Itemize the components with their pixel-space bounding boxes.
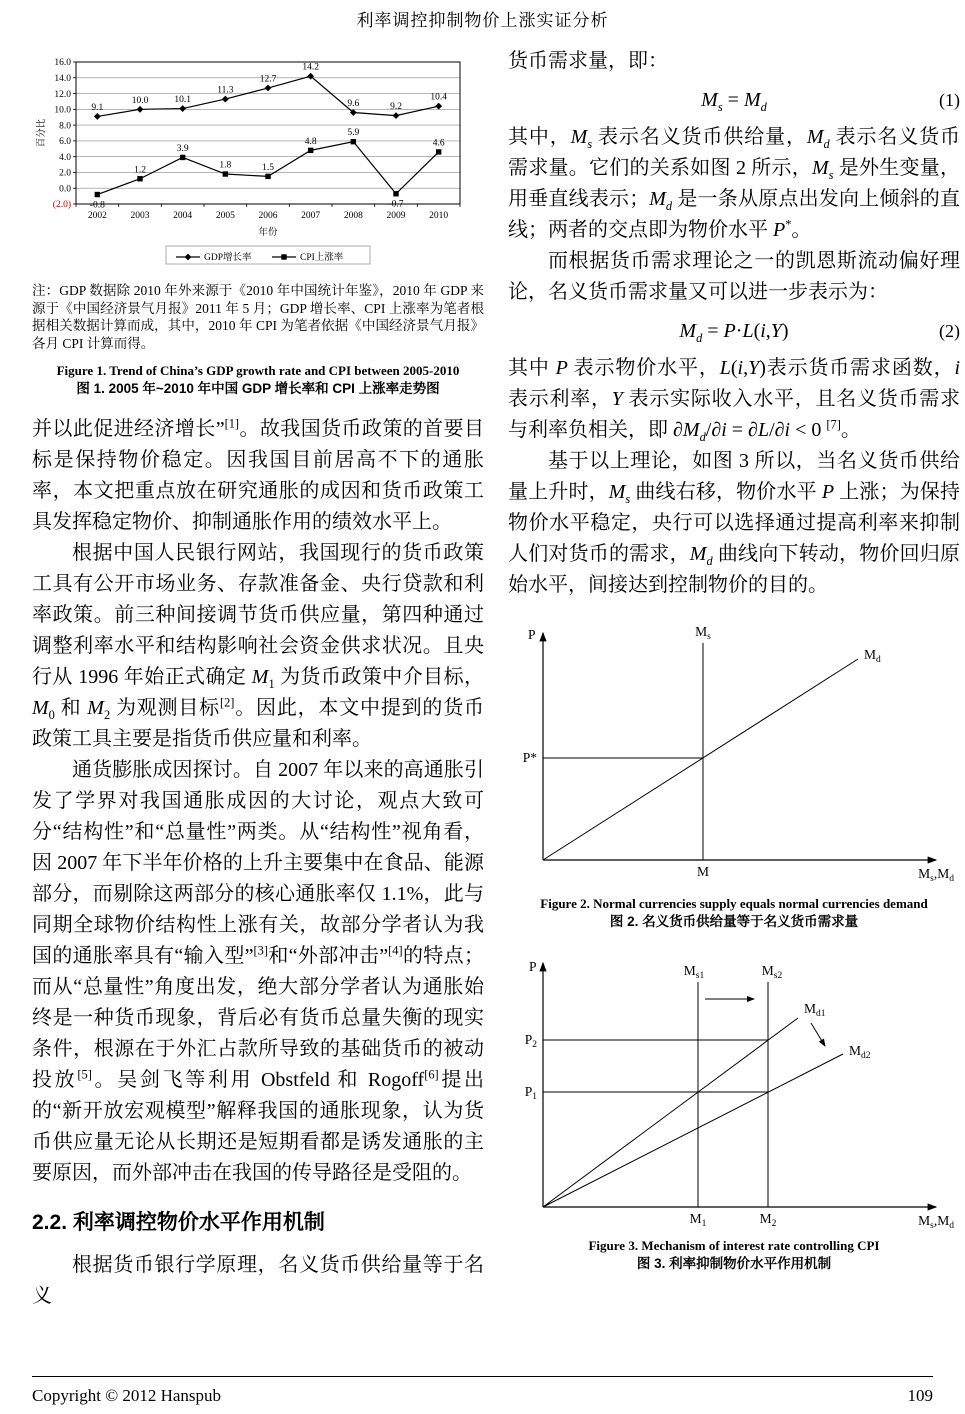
text-segment: ) (781, 320, 789, 342)
paragraph (32, 414, 484, 538)
text-segment: M (679, 320, 697, 342)
formula-2 (508, 320, 960, 343)
text-segment: i (784, 419, 791, 441)
data-label: 12.7 (259, 74, 277, 85)
md1-label: $M_{d1}$ (804, 1001, 826, 1019)
text-segment: i (737, 357, 744, 379)
md1-demand-line (543, 1018, 798, 1207)
data-label: 4.6 (432, 138, 445, 149)
text-segment: 。 (791, 219, 812, 241)
y-tick-label: (2.0) (52, 200, 71, 211)
x-tick-label: 2008 (343, 211, 363, 221)
text-segment: M (682, 419, 700, 441)
p2-label: $P_2$ (524, 1032, 537, 1050)
md-label: $M_d$ (864, 647, 881, 665)
page-header-title: 利率调控抑制物价上涨实证分析 (356, 11, 609, 30)
text-segment: = (702, 320, 724, 342)
data-label: 11.3 (217, 85, 234, 96)
y-axis-title: 百分比 (37, 118, 47, 148)
text-segment: Y (770, 320, 782, 342)
text-segment: = ∂ (726, 419, 758, 441)
text-segment: 是外生变量，用垂直线表示； (508, 157, 960, 210)
text-segment: 表示物价水平， (567, 357, 720, 379)
square-marker (223, 171, 228, 176)
data-label: 14.2 (302, 62, 319, 73)
square-marker (95, 192, 100, 197)
diamond-marker (265, 85, 272, 92)
data-label: 4.8 (304, 136, 317, 147)
figure2-caption-en: Figure 2. Normal currencies supply equals normal currencies demand (540, 896, 928, 911)
square-marker (393, 191, 398, 196)
text-segment: [5] (77, 1067, 92, 1082)
text-segment: 曲线右移，物价水平 (630, 481, 822, 503)
ms1-label: $M_{s1}$ (683, 963, 705, 981)
text-segment: s (717, 100, 723, 114)
text-segment: 表示名义货币供给量， (592, 126, 807, 148)
y-tick-label: 12.0 (54, 89, 71, 100)
formula-2-body (552, 320, 916, 343)
text-segment: 1 (268, 677, 275, 691)
square-marker (351, 139, 356, 144)
section-heading-2-2: 2.2. 利率调控物价水平作用机制 (32, 1211, 325, 1234)
diamond-marker (222, 96, 229, 103)
figure1-caption-zh: 图 1. 2005 年~2010 年中国 GDP 增长率和 CPI 上涨率走势图 (76, 381, 440, 396)
text-segment: /∂ (769, 419, 785, 441)
text-segment: 为货币政策中介目标， (274, 666, 485, 688)
page-footer (32, 1376, 933, 1406)
data-label: 1.5 (262, 162, 274, 173)
md2-label: $M_{d2}$ (849, 1043, 871, 1061)
text-segment: d (823, 137, 830, 151)
text-segment: d (699, 430, 706, 444)
data-label: 9.1 (91, 102, 104, 113)
text-segment: s (828, 168, 834, 182)
figure1-note: 注：GDP 数据除 2010 年外来源于《2010 年中国统计年鉴》，2010 年 GDP 来源于《中国经济景气月报》2011 年 5 月；GDP 增长率、CPI 上涨率为笔者根据相关数据计算而成，其中，2010 年 CPI 为笔者依据《中国经济景气月报》各月 CPI 计算而得。 (32, 283, 484, 351)
formula-1 (508, 89, 960, 112)
text-segment: [2] (219, 695, 235, 710)
data-label: 10.4 (430, 92, 447, 103)
text-segment: 基于以上理论，如图 3 所以，当名义货币供给量上升时， (508, 450, 960, 503)
legend-label: GDP增长率 (204, 253, 252, 264)
text-segment: d (665, 199, 673, 213)
x-tick-label: 2009 (386, 211, 406, 221)
y-tick-label: 6.0 (59, 137, 71, 148)
text-segment: d (706, 554, 713, 568)
text-segment: 。吴剑飞等利用 Obstfeld 和 Rogoff (91, 1069, 425, 1091)
text-segment: 货币需求量，即： (508, 50, 668, 72)
y-tick-label: 8.0 (59, 121, 71, 132)
x-tick-label: 2007 (301, 211, 321, 221)
text-segment: 和“外部冲击” (268, 945, 389, 967)
legend-square-marker (281, 254, 286, 259)
diamond-marker (179, 105, 186, 112)
data-label: 10.1 (174, 95, 191, 106)
text-segment: * (785, 217, 792, 232)
text-segment: M (701, 89, 718, 111)
figure1-chart (32, 52, 484, 274)
square-marker (308, 148, 313, 153)
left-column (32, 52, 484, 1312)
text-segment: M (649, 188, 666, 210)
paragraph (508, 446, 960, 601)
diamond-marker (435, 103, 442, 110)
figure1-caption-en: Figure 1. Trend of China’s GDP growth rate and CPI between 2005-2010 (56, 363, 460, 378)
x-axis-label: $M_s,M_d$ (918, 866, 954, 884)
text-segment: M (812, 157, 829, 179)
figure1-caption (32, 362, 484, 398)
md-demand-line (543, 659, 858, 860)
text-segment: 表示货币需求函数， (765, 357, 955, 379)
text-segment: P (821, 481, 835, 503)
text-segment: M (608, 481, 626, 503)
p-axis-label: P (528, 627, 536, 642)
paragraph (32, 1250, 484, 1312)
figure3-caption-zh: 图 3. 利率抑制物价水平作用机制 (636, 1256, 832, 1271)
text-segment: [7] (826, 417, 841, 432)
footer-page-number: 109 (907, 1386, 933, 1405)
text-segment: L (719, 357, 731, 379)
text-segment: M (32, 697, 49, 719)
text-segment: 上涨；为保持物价水平稳定，央行可以选择通过提高利率来抑制人们对货币的需求， (508, 481, 961, 565)
y-tick-label: 2.0 (59, 168, 71, 179)
figure2-caption (508, 895, 960, 931)
y-tick-label: 0.0 (59, 184, 71, 195)
formula-1-number: (1) (939, 90, 960, 110)
text-segment: · (735, 320, 743, 342)
diamond-marker (94, 113, 101, 120)
x-tick-label: 2003 (130, 211, 150, 221)
text-segment: 。因此，本文中提到的货币政策工具主要是指货币供应量和利率。 (32, 697, 485, 750)
x-tick-label: 2004 (173, 211, 193, 221)
square-marker (137, 176, 142, 181)
paragraph (508, 246, 960, 308)
x-tick-label: 2006 (258, 211, 278, 221)
diamond-marker (137, 106, 144, 113)
text-segment: 2 (103, 708, 111, 722)
paragraph (32, 755, 484, 1189)
text-segment: 0 (48, 708, 55, 722)
text-segment: s (587, 137, 593, 151)
text-segment: 其中 (508, 357, 556, 379)
ms-label: $M_s$ (695, 624, 711, 642)
figure2-caption-zh: 图 2. 名义货币供给量等于名义货币需求量 (609, 914, 859, 929)
text-segment: ( (753, 320, 761, 342)
data-label: 1.8 (219, 160, 232, 171)
p1-label: $P_1$ (524, 1084, 537, 1102)
text-segment: ( (730, 357, 738, 379)
text-segment: P (555, 357, 568, 379)
text-segment: 提出的“新开放宏观模型”解释我国的通胀现象，认为货币供应量无论从长期还是短期看都是诱发通胀的主要原因，而外部冲击在我国的传导路径是受阻的。 (32, 1069, 485, 1184)
text-segment: , (765, 320, 771, 342)
text-segment: [4] (388, 943, 403, 958)
text-segment: 曲线向下转动，物价回归原始水平，间接达到控制物价的目的。 (508, 543, 961, 596)
formula-1-body (552, 89, 916, 112)
y-tick-label: 16.0 (54, 58, 71, 69)
text-segment: i (721, 419, 727, 441)
figure3-caption-en: Figure 3. Mechanism of interest rate controlling CPI (588, 1238, 880, 1253)
text-segment: = (722, 89, 744, 111)
y-tick-label: 10.0 (54, 105, 71, 116)
text-segment: 。故我国货币政策的首要目标是保持物价稳定。因我国目前居高不下的通胀率，本文把重点放在研究通胀的成因和货币政策工具发挥稳定物价、抑制通胀作用的绩效水平上。 (32, 418, 484, 533)
text-segment: L (757, 419, 770, 441)
x-tick-label: 2002 (87, 211, 107, 221)
data-label: 1.2 (134, 165, 146, 176)
x-axis-label: $M_s,M_d$ (918, 1213, 954, 1229)
legend-label: CPI上涨率 (300, 253, 344, 264)
text-segment: s (625, 492, 631, 506)
text-segment: Y (611, 388, 623, 410)
y-tick-label: 4.0 (59, 152, 71, 163)
m1-label: $M_1$ (689, 1211, 707, 1229)
text-segment: L (742, 320, 754, 342)
legend-diamond-marker (185, 254, 192, 261)
text-segment: M (251, 666, 269, 688)
text-segment: 表示利率， (508, 388, 612, 410)
data-label: 9.6 (347, 98, 360, 109)
text-segment: 通货膨胀成因探讨。自 2007 年以来的高通胀引发了学界对我国通胀成因的大讨论，观点大致可分“结构性”和“总量性”两类。从“结构性”视角看，因 2007 年下半年价格的上升主要集中在食品、能源部分，而剔除这两部分的核心通胀率仅 1.1%，此与同期全球物价结构性上涨有关，故部分学者认为我国的通胀率具有“输入型” (32, 759, 484, 967)
demand-rotation-arrow (811, 1023, 825, 1046)
text-segment: ) (759, 357, 766, 379)
x-tick-label: 2010 (429, 211, 449, 221)
text-segment: < 0 (790, 419, 827, 441)
m-label: M (696, 864, 710, 879)
diamond-marker (393, 112, 400, 119)
paragraph (32, 538, 484, 755)
text-segment: 而根据货币需求理论之一的凯恩斯流动偏好理论，名义货币需求量又可以进一步表示为： (508, 250, 960, 303)
data-label: 5.9 (347, 128, 360, 139)
right-column (508, 46, 960, 1289)
text-segment: i (954, 357, 961, 379)
text-segment: /∂ (705, 419, 722, 441)
square-marker (265, 174, 270, 179)
text-segment: 。 (840, 419, 861, 441)
formula-2-number: (2) (939, 321, 960, 341)
p-axis-label: P (529, 959, 537, 974)
text-segment: Y (748, 357, 760, 379)
text-segment: [1] (224, 416, 240, 431)
text-segment: 根据中国人民银行网站，我国现行的货币政策工具有公开市场业务、存款准备金、央行贷款和利率政策。前三种间接调节货币供应量，第四种通过调整利率水平和结构影响社会资金供求状况。且央行从 1996 年始正式确定 (32, 542, 484, 688)
data-label: -0.8 (89, 200, 105, 211)
text-segment: i (760, 320, 766, 342)
x-axis-title: 年份 (258, 228, 278, 238)
text-segment: M (743, 89, 761, 111)
figure3-diagram (508, 947, 960, 1229)
text-segment: P (723, 320, 736, 342)
text-segment: 根据货币银行学原理，名义货币供给量等于名义 (32, 1254, 484, 1307)
text-segment: 和 (54, 697, 88, 719)
ms2-label: $M_{s2}$ (761, 963, 783, 981)
text-segment: 表示实际收入水平，且名义货币需求与利率负相关，即 ∂ (508, 388, 961, 441)
text-segment: [6] (424, 1067, 439, 1082)
paragraph (508, 122, 960, 246)
text-segment: 的特点；而从“总量性”角度出发，绝大部分学者认为通胀始终是一种货币现象，背后必有货币总量失衡的现实条件，根源在于外汇占款所导致的基础货币的被动投放 (32, 945, 484, 1091)
text-segment: M (87, 697, 104, 719)
figure2-diagram (508, 615, 960, 887)
data-label: 3.9 (176, 143, 189, 154)
m2-label: $M_2$ (759, 1211, 777, 1229)
text-segment: 是一条从原点出发向上倾斜的直线；两者的交点即为物价水平 (508, 188, 961, 241)
text-segment: M (570, 126, 588, 148)
text-segment: d (760, 100, 767, 114)
square-marker (436, 149, 441, 154)
square-marker (180, 155, 185, 160)
y-tick-label: 14.0 (54, 73, 71, 84)
text-segment: P (773, 219, 786, 241)
x-tick-label: 2005 (215, 211, 235, 221)
text-segment: [3] (253, 943, 268, 958)
md2-demand-line (543, 1054, 843, 1207)
footer-copyright: Copyright © 2012 Hanspub (32, 1386, 222, 1405)
paragraph (508, 46, 960, 77)
text-segment: M (689, 543, 707, 565)
text-segment: 表示名义货币需求量。它们的关系如图 2 所示， (508, 126, 961, 179)
text-segment: 并以此促进经济增长” (32, 418, 225, 440)
paragraph (508, 353, 960, 446)
figure3-caption (508, 1237, 960, 1273)
data-label: -0.7 (388, 199, 404, 210)
text-segment: , (743, 357, 749, 379)
text-segment: M (806, 126, 824, 148)
text-segment: 为观测目标 (110, 697, 220, 719)
data-label: 9.2 (390, 102, 402, 113)
text-segment: d (696, 331, 703, 345)
text-segment: 其中， (508, 126, 571, 148)
pstar-label: P* (522, 750, 537, 765)
data-label: 10.0 (131, 95, 149, 106)
